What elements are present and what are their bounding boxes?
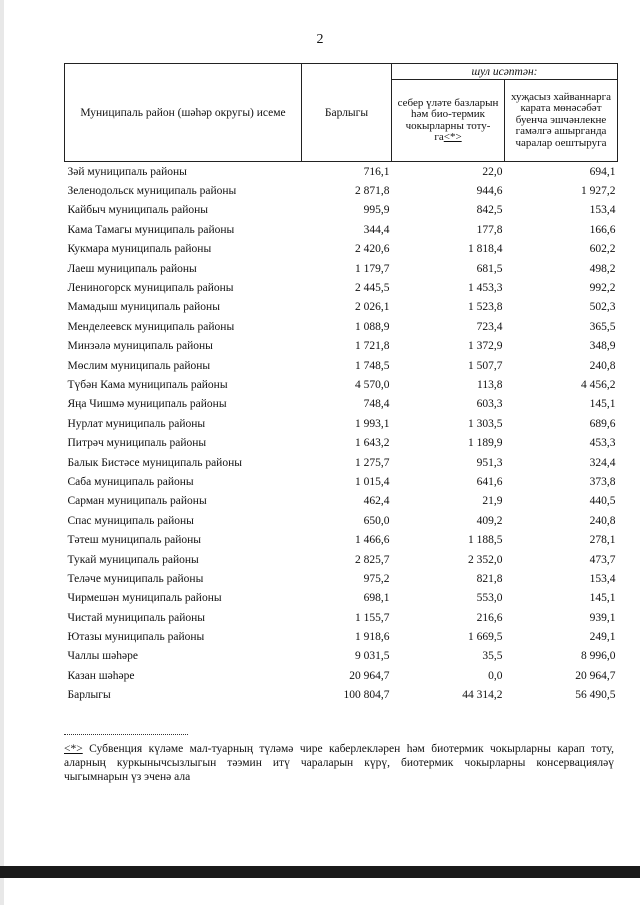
- row-total: 100 804,7: [343, 689, 390, 702]
- row-stray-animals: 365,5: [589, 320, 616, 333]
- header-name: Муниципаль район (шәһәр округы) исеме: [65, 64, 302, 162]
- row-stray-animals: 166,6: [589, 223, 616, 236]
- table-row: [65, 511, 618, 530]
- row-stray-animals: 992,2: [589, 282, 616, 295]
- row-name: Чистай муниципаль районы: [67, 611, 206, 624]
- row-anthrax: 1 523,8: [468, 301, 503, 314]
- table-row: [65, 589, 618, 608]
- table-row: [65, 433, 618, 452]
- row-anthrax: 177,8: [476, 223, 503, 236]
- row-total: 975,2: [363, 572, 390, 585]
- footnote-ref: <*>: [64, 743, 83, 755]
- row-stray-animals: 348,9: [589, 340, 616, 353]
- row-total: 716,1: [363, 165, 390, 178]
- row-anthrax: 2 352,0: [468, 553, 503, 566]
- row-total: 1 993,1: [355, 417, 390, 430]
- table-row: [65, 375, 618, 394]
- table-row: [65, 608, 618, 627]
- footnote: [64, 742, 614, 784]
- row-stray-animals: 324,4: [589, 456, 616, 469]
- row-stray-animals: 453,3: [589, 437, 616, 450]
- row-stray-animals: 502,3: [589, 301, 616, 314]
- row-anthrax: 1 303,5: [468, 417, 503, 430]
- header-anthrax: [392, 80, 505, 162]
- scan-border: [0, 866, 640, 878]
- row-total: 1 466,6: [355, 534, 390, 547]
- row-stray-animals: 153,4: [589, 572, 616, 585]
- table-body: [65, 162, 618, 705]
- row-stray-animals: 939,1: [589, 611, 616, 624]
- table-row: [65, 298, 618, 317]
- row-total: 2 420,6: [355, 243, 390, 256]
- row-anthrax: 1 188,5: [468, 534, 503, 547]
- row-anthrax: 1 372,9: [468, 340, 503, 353]
- row-anthrax: 409,2: [476, 514, 503, 527]
- row-name: Мамадыш муниципаль районы: [67, 301, 220, 314]
- row-name: Яңа Чишмә муниципаль районы: [67, 398, 227, 411]
- row-stray-animals: 240,8: [589, 359, 616, 372]
- footnote-text: Субвенция күләме мал-туарның түләмә чире каберлекләрен һәм биотермик чокырларны карап тоту, аларның куркынычсызлыгын тәэмин итү чараларын күрү, биотермик чокырларны консервацияләү чыгымнарын үз эченә ала: [64, 743, 614, 783]
- table-row: [65, 240, 618, 259]
- row-total: 1 179,7: [355, 262, 390, 275]
- row-total: 748,4: [363, 398, 390, 411]
- row-stray-animals: 20 964,7: [575, 669, 616, 682]
- row-total: 2 825,7: [355, 553, 390, 566]
- row-name: Зеленодольск муниципаль районы: [67, 185, 237, 198]
- table-row: [65, 337, 618, 356]
- row-total: 1 015,4: [355, 475, 390, 488]
- header-anthrax-text: себер үләте базларын һәм био-термик чокырларны тоту-га: [397, 96, 499, 143]
- row-stray-animals: 278,1: [589, 534, 616, 547]
- row-total: 1 721,8: [355, 340, 390, 353]
- row-anthrax: 641,6: [476, 475, 503, 488]
- row-name: Кайбыч муниципаль районы: [67, 204, 209, 217]
- row-total: 9 031,5: [355, 650, 390, 663]
- row-anthrax: 113,8: [477, 378, 503, 391]
- table-row: [65, 162, 618, 182]
- row-name: Спас муниципаль районы: [67, 514, 194, 527]
- table-row: [65, 492, 618, 511]
- row-anthrax: 951,3: [476, 456, 503, 469]
- page-number: 2: [316, 32, 324, 47]
- table-row: [65, 220, 618, 239]
- row-name: Тәтеш муниципаль районы: [67, 534, 201, 547]
- row-anthrax: 944,6: [476, 185, 503, 198]
- table-row: [65, 627, 618, 646]
- table-row: [65, 569, 618, 588]
- table-row: [65, 453, 618, 472]
- row-name: Нурлат муниципаль районы: [67, 417, 206, 430]
- row-stray-animals: 373,8: [589, 475, 616, 488]
- row-anthrax: 216,6: [476, 611, 503, 624]
- row-name: Түбән Кама муниципаль районы: [67, 378, 228, 391]
- row-name: Кама Тамагы муниципаль районы: [67, 223, 235, 236]
- row-name: Лениногорск муниципаль районы: [67, 282, 234, 295]
- row-total: 1 748,5: [355, 359, 390, 372]
- table-row: [65, 647, 618, 666]
- row-total: 1 643,2: [355, 437, 390, 450]
- row-stray-animals: 689,6: [589, 417, 616, 430]
- row-name: Чаллы шәһәре: [67, 650, 138, 663]
- row-total: 344,4: [363, 223, 390, 236]
- row-anthrax: 1 453,3: [468, 282, 503, 295]
- row-stray-animals: 8 996,0: [581, 650, 616, 663]
- header-total: Барлыгы: [302, 64, 392, 162]
- row-name: Мөслим муниципаль районы: [67, 359, 211, 372]
- row-stray-animals: 1 927,2: [581, 185, 616, 198]
- row-stray-animals: 473,7: [589, 553, 616, 566]
- scan-edge: [0, 0, 4, 905]
- row-anthrax: 1 669,5: [468, 631, 503, 644]
- row-total: 4 570,0: [355, 378, 390, 391]
- row-name: Зәй муниципаль районы: [67, 165, 187, 178]
- header-stray-animals: хуҗасыз хайваннарга карата мөнәсәбәт буенча эшчәнлекне гамәлгә ашырганда чаралар оештыруга: [505, 80, 618, 162]
- table-row: [65, 395, 618, 414]
- table-row: [65, 550, 618, 569]
- row-anthrax: 0,0: [488, 669, 503, 682]
- row-anthrax: 22,0: [482, 165, 503, 178]
- row-stray-animals: 602,2: [589, 243, 616, 256]
- table-row: [65, 356, 618, 375]
- row-name: Балык Бистәсе муниципаль районы: [67, 456, 242, 469]
- row-name: Чирмешән муниципаль районы: [67, 592, 222, 605]
- row-anthrax: 1 507,7: [468, 359, 503, 372]
- row-stray-animals: 498,2: [589, 262, 616, 275]
- row-anthrax: 603,3: [476, 398, 503, 411]
- row-total: 20 964,7: [349, 669, 390, 682]
- table-row: [65, 278, 618, 297]
- row-total: 2 026,1: [355, 301, 390, 314]
- row-total: 2 445,5: [355, 282, 390, 295]
- row-total: 1 088,9: [355, 320, 390, 333]
- table-row: [65, 414, 618, 433]
- row-total: 995,9: [363, 204, 390, 217]
- row-total: 1 918,6: [355, 631, 390, 644]
- row-anthrax: 821,8: [476, 572, 503, 585]
- row-name: Теләче муниципаль районы: [67, 572, 204, 585]
- table-row: [65, 317, 618, 336]
- row-stray-animals: 153,4: [589, 204, 616, 217]
- row-name: Кукмара муниципаль районы: [67, 243, 212, 256]
- row-total: 2 871,8: [355, 185, 390, 198]
- row-total: 650,0: [363, 514, 390, 527]
- row-anthrax: 681,5: [476, 262, 503, 275]
- row-total: 1 275,7: [355, 456, 390, 469]
- row-anthrax: 44 314,2: [462, 689, 503, 702]
- row-name: Менделеевск муниципаль районы: [67, 320, 235, 333]
- row-name: Казан шәһәре: [67, 669, 135, 682]
- row-stray-animals: 56 490,5: [575, 689, 616, 702]
- row-anthrax: 35,5: [482, 650, 503, 663]
- row-stray-animals: 145,1: [589, 592, 616, 605]
- row-stray-animals: 249,1: [589, 631, 616, 644]
- table-row: [65, 259, 618, 278]
- row-anthrax: 723,4: [476, 320, 503, 333]
- header-group: шул исәптән:: [392, 64, 618, 80]
- row-stray-animals: 145,1: [589, 398, 616, 411]
- row-anthrax: 1 818,4: [468, 243, 503, 256]
- footnote-link[interactable]: <*>: [443, 131, 462, 143]
- table-row: [65, 472, 618, 491]
- row-total: 1 155,7: [355, 611, 390, 624]
- row-total: 698,1: [363, 592, 390, 605]
- row-anthrax: 1 189,9: [468, 437, 503, 450]
- row-name: Питрәч муниципаль районы: [67, 437, 207, 450]
- row-stray-animals: 240,8: [589, 514, 616, 527]
- footnote-divider: [64, 734, 188, 735]
- row-name: Барлыгы: [67, 689, 111, 702]
- table-row: [65, 201, 618, 220]
- row-stray-animals: 694,1: [589, 165, 616, 178]
- row-anthrax: 553,0: [476, 592, 503, 605]
- table-row: [65, 686, 618, 705]
- row-total: 462,4: [363, 495, 390, 508]
- row-name: Минзәлә муниципаль районы: [67, 340, 213, 353]
- row-name: Тукай муниципаль районы: [67, 553, 199, 566]
- row-stray-animals: 440,5: [589, 495, 616, 508]
- subvention-table: [64, 63, 618, 705]
- row-anthrax: 21,9: [482, 495, 503, 508]
- row-anthrax: 842,5: [476, 204, 503, 217]
- row-name: Лаеш муниципаль районы: [67, 262, 197, 275]
- row-name: Ютазы муниципаль районы: [67, 631, 205, 644]
- table-row: [65, 530, 618, 549]
- row-name: Саба муниципаль районы: [67, 475, 194, 488]
- row-stray-animals: 4 456,2: [581, 378, 616, 391]
- table-row: [65, 666, 618, 685]
- row-name: Сарман муниципаль районы: [67, 495, 207, 508]
- table-row: [65, 181, 618, 200]
